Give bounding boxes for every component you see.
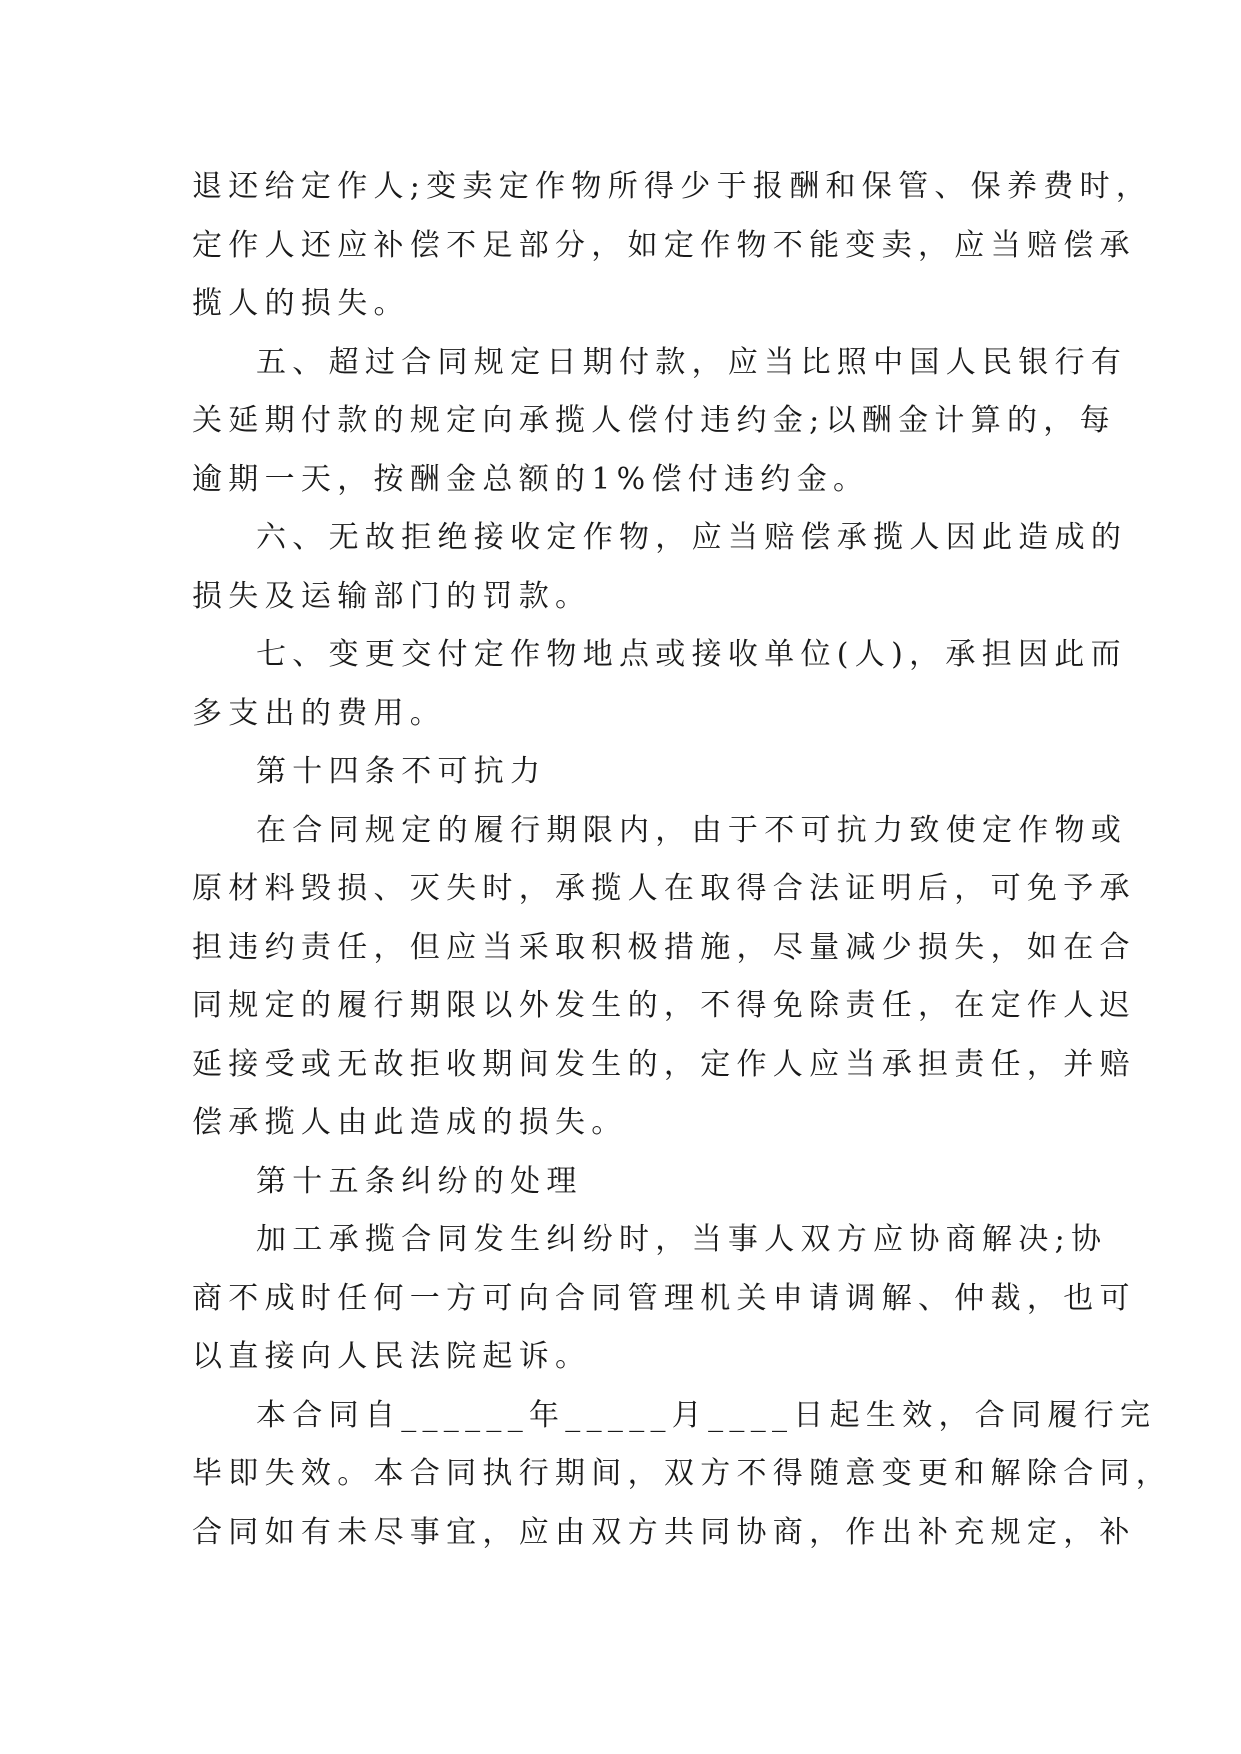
text-line: 原材料毁损、灭失时，承揽人在取得合法证明后，可免予承	[192, 871, 1136, 906]
article-14-heading: 第十四条不可抗力	[256, 754, 547, 789]
text-line: 毕即失效。本合同执行期间，双方不得随意变更和解除合同，	[192, 1456, 1173, 1491]
text-line: 损失及运输部门的罚款。	[192, 578, 592, 614]
text-line: 以直接向人民法院起诉。	[192, 1339, 592, 1374]
clause-five-start: 五、超过合同规定日期付款，应当比照中国人民银行有	[256, 344, 1128, 380]
text-line: 关延期付款的规定向承揽人偿付违约金;以酬金计算的，每	[192, 403, 1116, 438]
text-line: 同规定的履行期限以外发生的，不得免除责任，在定作人迟	[192, 988, 1136, 1023]
clause-six-start: 六、无故拒绝接收定作物，应当赔偿承揽人因此造成的	[256, 520, 1128, 555]
article-14-body-start: 在合同规定的履行期限内，由于不可抗力致使定作物或	[256, 812, 1128, 848]
text-line: 揽人的损失。	[192, 286, 410, 321]
document-body	[192, 158, 1173, 1562]
article-15-body-start: 加工承揽合同发生纠纷时，当事人双方应协商解决;协	[256, 1222, 1108, 1257]
text-line: 定作人还应补偿不足部分，如定作物不能变卖，应当赔偿承	[192, 227, 1136, 263]
effective-date-clause: 本合同自______年_____月____日起生效，合同履行完	[256, 1397, 1157, 1433]
text-line: 商不成时任何一方可向合同管理机关申请调解、仲裁，也可	[192, 1280, 1136, 1316]
text-line: 合同如有未尽事宜，应由双方共同协商，作出补充规定，补	[192, 1514, 1136, 1550]
text-line: 退还给定作人;变卖定作物所得少于报酬和保管、保养费时，	[192, 169, 1153, 204]
text-line: 逾期一天，按酬金总额的1%偿付违约金。	[192, 461, 870, 497]
text-line: 延接受或无故拒收期间发生的，定作人应当承担责任，并赔	[192, 1046, 1136, 1082]
text-line: 偿承揽人由此造成的损失。	[192, 1105, 628, 1140]
text-line: 担违约责任，但应当采取积极措施，尽量减少损失，如在合	[192, 929, 1136, 965]
article-15-heading: 第十五条纠纷的处理	[256, 1163, 583, 1199]
clause-seven-start: 七、变更交付定作物地点或接收单位(人)，承担因此而	[256, 637, 1127, 672]
text-line: 多支出的费用。	[192, 695, 447, 731]
